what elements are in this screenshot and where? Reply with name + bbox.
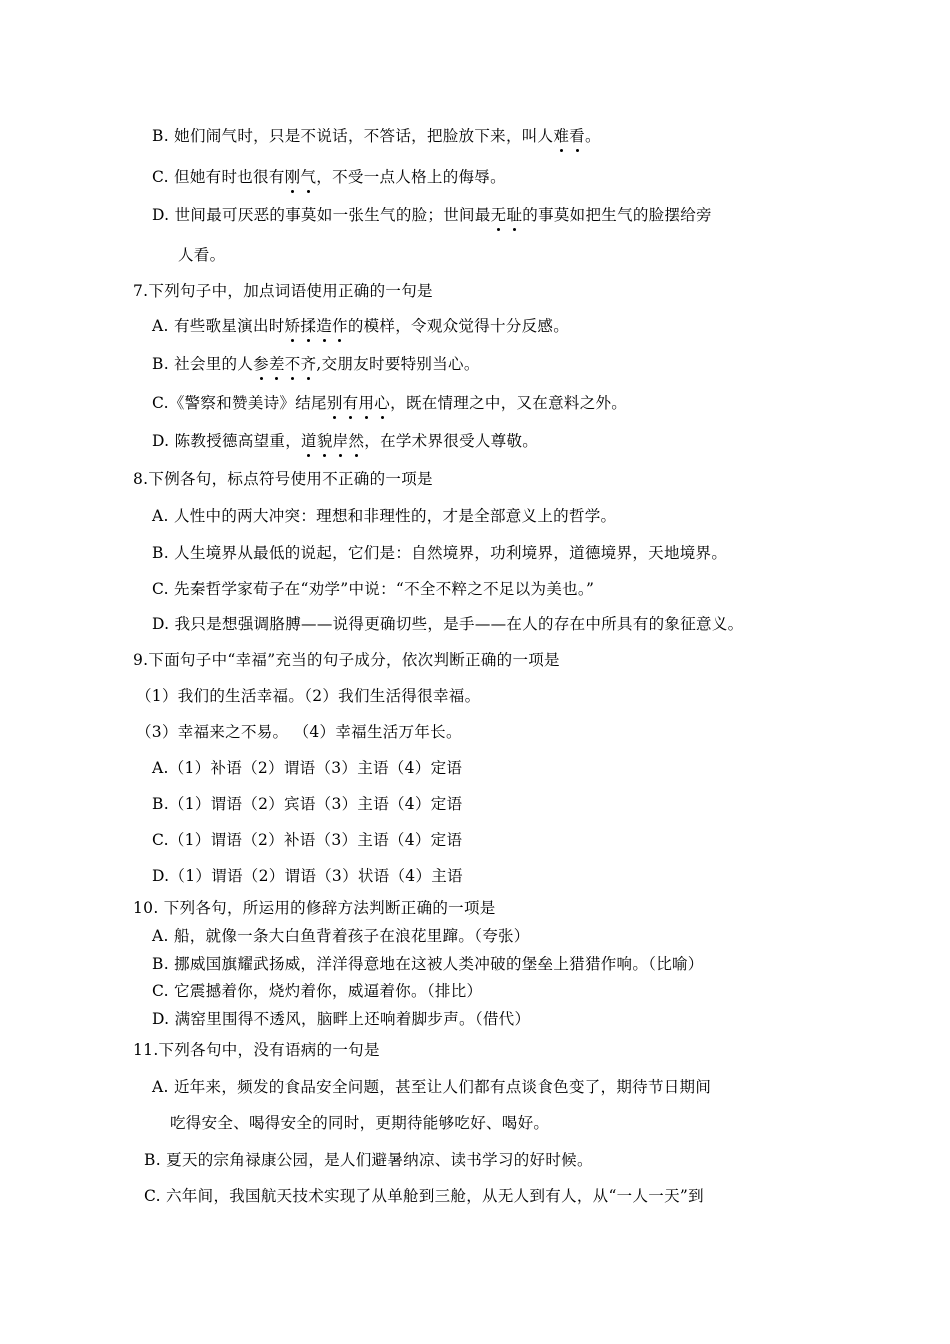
q9-option-d: D.（1）谓语（2）谓语（3）状语（4）主语 xyxy=(152,867,463,885)
q10-option-d: D. 满窑里围得不透风，脑畔上还响着脚步声。（借代） xyxy=(152,1010,531,1028)
q8-option-b: B. 人生境界从最低的说起，它们是：自然境界，功利境界，道德境界，天地境界。 xyxy=(152,544,728,562)
q6-option-d: D. 世间最可厌恶的事莫如一张生气的脸；世间最无耻的事莫如把生气的脸摆给旁 xyxy=(152,206,712,224)
q9-option-b: B.（1）谓语（2）宾语（3）主语（4）定语 xyxy=(152,795,463,813)
emphasis-char: 貌 xyxy=(316,432,333,450)
q6-option-d-continuation: 人看。 xyxy=(178,246,226,264)
q11-stem: 11.下列各句中，没有语病的一句是 xyxy=(133,1041,380,1059)
emphasis-char: 矫 xyxy=(284,317,301,335)
emphasis-char: 心 xyxy=(374,394,391,412)
emphasis-char: 别 xyxy=(326,394,343,412)
q11-option-b: B. 夏天的宗角禄康公园，是人们避暑纳凉、读书学习的好时候。 xyxy=(144,1151,593,1169)
q7-option-a: A. 有些歌星演出时矫揉造作的模样，令观众觉得十分反感。 xyxy=(152,317,570,335)
q7-option-d: D. 陈教授德高望重，道貌岸然，在学术界很受人尊敬。 xyxy=(152,432,539,450)
emphasis-char: 用 xyxy=(358,394,375,412)
emphasis-char: 参 xyxy=(253,355,269,373)
q10-option-b: B. 挪威国旗耀武扬威，洋洋得意地在这被人类冲破的堡垒上猎猎作响。（比喻） xyxy=(152,955,704,973)
q8-stem: 8.下例各句，标点符号使用不正确的一项是 xyxy=(133,470,433,488)
q9-sentences-3-4: （3）幸福来之不易。 （4）幸福生活万年长。 xyxy=(136,723,462,741)
emphasis-char: 无 xyxy=(490,206,507,224)
emphasis-char: 齐 xyxy=(300,355,317,373)
emphasis-char: 耻 xyxy=(506,206,523,224)
emphasis-char: 看 xyxy=(569,127,585,145)
q7-option-c: C.《警察和赞美诗》结尾别有用心，既在情理之中，又在意料之外。 xyxy=(152,394,628,412)
q7-stem: 7.下列句子中，加点词语使用正确的一句是 xyxy=(133,282,433,300)
q6-option-b: B. 她们闹气时，只是不说话，不答话，把脸放下来，叫人难看。 xyxy=(152,127,601,145)
emphasis-char: 揉 xyxy=(300,317,317,335)
emphasis-char: 不 xyxy=(284,355,301,373)
q10-stem: 10. 下列各句，所运用的修辞方法判断正确的一项是 xyxy=(133,899,496,917)
emphasis-char: 差 xyxy=(268,355,285,373)
emphasis-char: 道 xyxy=(301,432,317,450)
q8-option-a: A. 人性中的两大冲突：理想和非理性的，才是全部意义上的哲学。 xyxy=(152,507,617,525)
emphasis-char: 岸 xyxy=(332,432,349,450)
q7-option-b: B. 社会里的人参差不齐,交朋友时要特别当心。 xyxy=(152,355,480,373)
emphasis-char: 造 xyxy=(316,317,332,335)
emphasis-char: 刚 xyxy=(284,168,301,186)
emphasis-char: 然 xyxy=(348,432,365,450)
q11-option-a: A. 近年来，频发的食品安全问题，甚至让人们都有点谈食色变了，期待节日期间 xyxy=(152,1078,712,1096)
emphasis-char: 有 xyxy=(342,394,359,412)
q10-option-a: A. 船，就像一条大白鱼背着孩子在浪花里蹿。（夸张） xyxy=(152,927,530,945)
q10-option-c: C. 它震撼着你，烧灼着你，威逼着你。（排比） xyxy=(152,982,483,1000)
q6-option-c: C. 但她有时也很有刚气，不受一点人格上的侮辱。 xyxy=(152,168,506,186)
q8-option-d: D. 我只是想强调胳膊——说得更确切些，是手——在人的存在中所具有的象征意义。 xyxy=(152,615,744,633)
emphasis-char: 气 xyxy=(300,168,317,186)
q9-stem: 9.下面句子中“幸福”充当的句子成分，依次判断正确的一项是 xyxy=(133,651,560,669)
emphasis-char: 作 xyxy=(332,317,348,335)
q11-option-c: C. 六年间，我国航天技术实现了从单舱到三舱，从无人到有人，从“一人一天”到 xyxy=(144,1187,704,1205)
q9-option-a: A.（1）补语（2）谓语（3）主语（4）定语 xyxy=(152,759,463,777)
q11-option-a-continuation: 吃得安全、喝得安全的同时，更期待能够吃好、喝好。 xyxy=(170,1114,550,1132)
q9-option-c: C.（1）谓语（2）补语（3）主语（4）定语 xyxy=(152,831,463,849)
q9-sentences-1-2: （1）我们的生活幸福。（2）我们生活得很幸福。 xyxy=(136,687,481,705)
emphasis-char: 难 xyxy=(553,127,570,145)
q8-option-c: C. 先秦哲学家荀子在“劝学”中说：“不全不粹之不足以为美也。” xyxy=(152,580,595,598)
